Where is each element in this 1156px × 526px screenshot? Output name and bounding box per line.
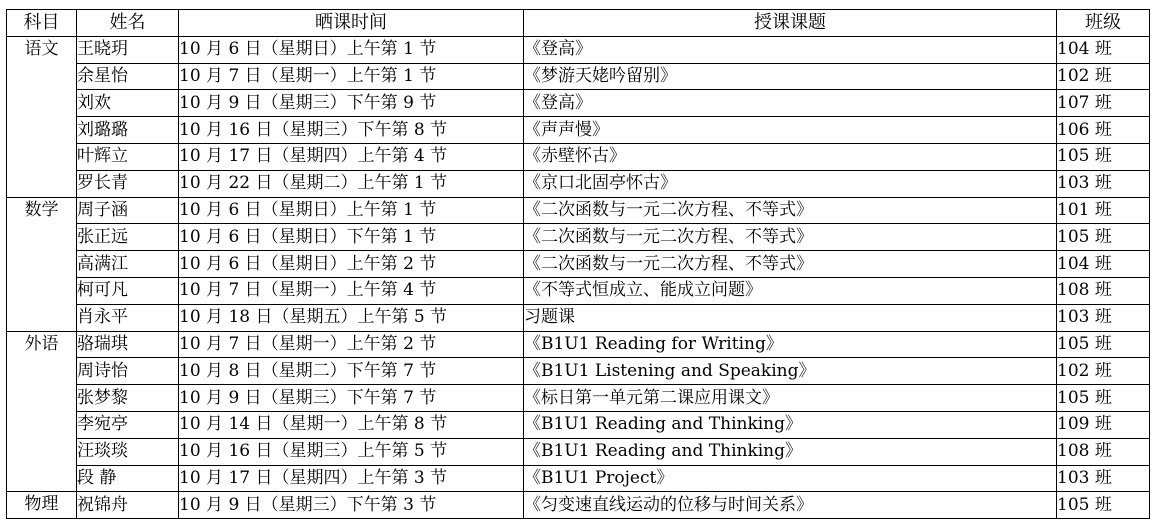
time-cell: 10 月 16 日（星期三）下午第 8 节 <box>179 117 524 144</box>
class-cell: 106 班 <box>1057 117 1150 144</box>
table-row <box>7 358 1150 385</box>
time-cell: 10 月 17 日（星期四）上午第 3 节 <box>179 465 524 492</box>
table-row <box>7 90 1150 117</box>
topic-cell: 《梦游天姥吟留别》 <box>524 63 1057 90</box>
name-cell: 高满江 <box>77 251 179 278</box>
class-cell: 109 班 <box>1057 411 1150 438</box>
table-row <box>7 143 1150 170</box>
table-row <box>7 117 1150 144</box>
topic-cell: 《二次函数与一元二次方程、不等式》 <box>524 251 1057 278</box>
table-row <box>7 224 1150 251</box>
class-cell: 102 班 <box>1057 63 1150 90</box>
time-cell: 10 月 6 日（星期日）上午第 1 节 <box>179 36 524 63</box>
class-cell: 102 班 <box>1057 358 1150 385</box>
table-header <box>7 10 1150 37</box>
schedule-table <box>6 9 1150 519</box>
topic-cell: 《赤壁怀古》 <box>524 143 1057 170</box>
table-row <box>7 63 1150 90</box>
topic-cell: 习题课 <box>524 304 1057 331</box>
name-cell: 骆瑞琪 <box>77 331 179 358</box>
time-cell: 10 月 9 日（星期三）下午第 7 节 <box>179 385 524 412</box>
subject-cell: 外语 <box>7 331 77 492</box>
subject-cell: 数学 <box>7 197 77 331</box>
topic-cell: 《匀变速直线运动的位移与时间关系》 <box>524 492 1057 519</box>
name-cell: 汪琰琰 <box>77 438 179 465</box>
header-row <box>7 10 1150 37</box>
topic-cell: 《登高》 <box>524 36 1057 63</box>
time-cell: 10 月 7 日（星期一）上午第 2 节 <box>179 331 524 358</box>
topic-cell: 《B1U1 Reading and Thinking》 <box>524 411 1057 438</box>
table-row <box>7 331 1150 358</box>
name-cell: 段 静 <box>77 465 179 492</box>
topic-cell: 《B1U1 Reading and Thinking》 <box>524 438 1057 465</box>
table-row <box>7 304 1150 331</box>
table-row <box>7 170 1150 197</box>
table-row <box>7 277 1150 304</box>
topic-cell: 《标日第一单元第二课应用课文》 <box>524 385 1057 412</box>
class-cell: 105 班 <box>1057 224 1150 251</box>
header-name: 姓名 <box>77 10 179 37</box>
topic-cell: 《登高》 <box>524 90 1057 117</box>
name-cell: 叶辉立 <box>77 143 179 170</box>
name-cell: 周子涵 <box>77 197 179 224</box>
name-cell: 余星怡 <box>77 63 179 90</box>
class-cell: 105 班 <box>1057 331 1150 358</box>
time-cell: 10 月 6 日（星期日）上午第 2 节 <box>179 251 524 278</box>
class-cell: 103 班 <box>1057 304 1150 331</box>
name-cell: 罗长青 <box>77 170 179 197</box>
time-cell: 10 月 7 日（星期一）上午第 1 节 <box>179 63 524 90</box>
table-body <box>7 36 1150 518</box>
header-class: 班级 <box>1057 10 1150 37</box>
subject-cell: 物理 <box>7 492 77 519</box>
subject-cell: 语文 <box>7 36 77 197</box>
class-cell: 107 班 <box>1057 90 1150 117</box>
time-cell: 10 月 8 日（星期二）下午第 7 节 <box>179 358 524 385</box>
table-row <box>7 411 1150 438</box>
name-cell: 柯可凡 <box>77 277 179 304</box>
class-cell: 108 班 <box>1057 277 1150 304</box>
time-cell: 10 月 9 日（星期三）下午第 9 节 <box>179 90 524 117</box>
table-row <box>7 492 1150 519</box>
table-row <box>7 438 1150 465</box>
table-row <box>7 385 1150 412</box>
header-subject: 科目 <box>7 10 77 37</box>
time-cell: 10 月 18 日（星期五）上午第 5 节 <box>179 304 524 331</box>
time-cell: 10 月 6 日（星期日）上午第 1 节 <box>179 197 524 224</box>
schedule-container <box>6 9 1149 519</box>
time-cell: 10 月 6 日（星期日）下午第 1 节 <box>179 224 524 251</box>
topic-cell: 《B1U1 Project》 <box>524 465 1057 492</box>
header-topic: 授课课题 <box>524 10 1057 37</box>
table-row <box>7 197 1150 224</box>
name-cell: 张梦黎 <box>77 385 179 412</box>
class-cell: 103 班 <box>1057 170 1150 197</box>
class-cell: 105 班 <box>1057 143 1150 170</box>
time-cell: 10 月 14 日（星期一）上午第 8 节 <box>179 411 524 438</box>
class-cell: 103 班 <box>1057 465 1150 492</box>
name-cell: 祝锦舟 <box>77 492 179 519</box>
name-cell: 王晓玥 <box>77 36 179 63</box>
time-cell: 10 月 16 日（星期三）上午第 5 节 <box>179 438 524 465</box>
class-cell: 101 班 <box>1057 197 1150 224</box>
name-cell: 李宛亭 <box>77 411 179 438</box>
topic-cell: 《声声慢》 <box>524 117 1057 144</box>
class-cell: 104 班 <box>1057 251 1150 278</box>
class-cell: 105 班 <box>1057 492 1150 519</box>
time-cell: 10 月 7 日（星期一）上午第 4 节 <box>179 277 524 304</box>
time-cell: 10 月 22 日（星期二）上午第 1 节 <box>179 170 524 197</box>
name-cell: 刘欢 <box>77 90 179 117</box>
class-cell: 105 班 <box>1057 385 1150 412</box>
name-cell: 张正远 <box>77 224 179 251</box>
table-row <box>7 36 1150 63</box>
topic-cell: 《二次函数与一元二次方程、不等式》 <box>524 224 1057 251</box>
table-row <box>7 251 1150 278</box>
header-time: 晒课时间 <box>179 10 524 37</box>
name-cell: 刘璐璐 <box>77 117 179 144</box>
time-cell: 10 月 9 日（星期三）下午第 3 节 <box>179 492 524 519</box>
name-cell: 肖永平 <box>77 304 179 331</box>
topic-cell: 《京口北固亭怀古》 <box>524 170 1057 197</box>
class-cell: 104 班 <box>1057 36 1150 63</box>
topic-cell: 《B1U1 Listening and Speaking》 <box>524 358 1057 385</box>
time-cell: 10 月 17 日（星期四）上午第 4 节 <box>179 143 524 170</box>
topic-cell: 《B1U1 Reading for Writing》 <box>524 331 1057 358</box>
topic-cell: 《二次函数与一元二次方程、不等式》 <box>524 197 1057 224</box>
name-cell: 周诗怡 <box>77 358 179 385</box>
table-row <box>7 465 1150 492</box>
topic-cell: 《不等式恒成立、能成立问题》 <box>524 277 1057 304</box>
class-cell: 108 班 <box>1057 438 1150 465</box>
